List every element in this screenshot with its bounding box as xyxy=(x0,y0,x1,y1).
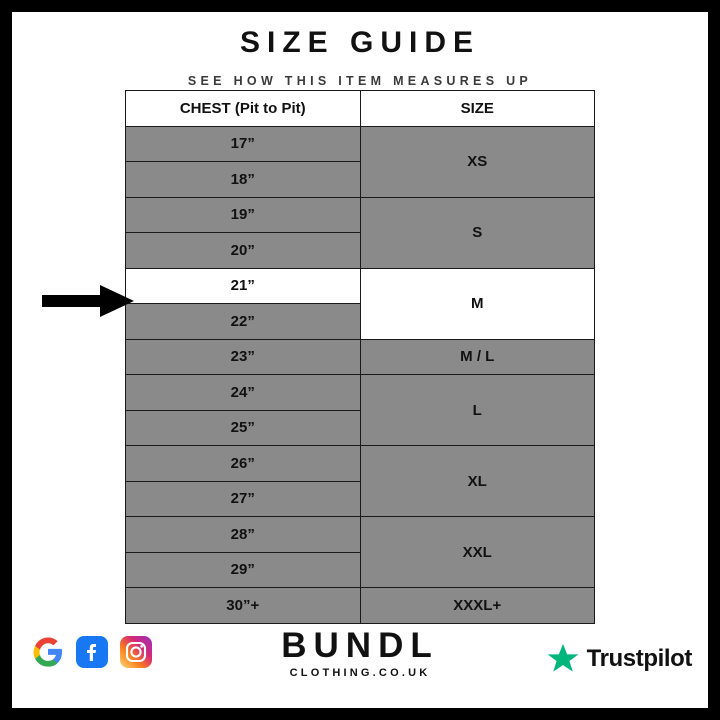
chest-cell: 22” xyxy=(126,304,361,340)
size-table-body xyxy=(126,126,595,623)
chest-cell: 25” xyxy=(126,410,361,446)
size-cell: M xyxy=(360,268,595,339)
trustpilot-label: Trustpilot xyxy=(586,645,692,672)
size-cell: M / L xyxy=(360,339,595,375)
chest-cell: 24” xyxy=(126,375,361,411)
size-guide-card xyxy=(12,12,708,708)
size-cell: XL xyxy=(360,446,595,517)
trustpilot-star-icon xyxy=(546,642,580,676)
chest-cell: 19” xyxy=(126,197,361,233)
size-cell: XXXL+ xyxy=(360,588,595,624)
header-size: SIZE xyxy=(360,91,595,127)
table-row xyxy=(126,126,595,162)
page-subtitle: SEE HOW THIS ITEM MEASURES UP xyxy=(187,74,533,88)
table-row xyxy=(126,446,595,482)
size-cell: S xyxy=(360,197,595,268)
table-row xyxy=(126,375,595,411)
table-row xyxy=(126,588,595,624)
selected-size-pointer-icon xyxy=(42,284,134,318)
table-row xyxy=(126,268,595,304)
chest-cell: 27” xyxy=(126,481,361,517)
chest-cell: 23” xyxy=(126,339,361,375)
table-row xyxy=(126,517,595,553)
table-header-row xyxy=(126,91,595,127)
brand-name: BUNDL xyxy=(281,626,439,665)
brand-url: CLOTHING.CO.UK xyxy=(289,666,431,679)
chest-cell: 26” xyxy=(126,446,361,482)
header-chest: CHEST (Pit to Pit) xyxy=(126,91,361,127)
table-row xyxy=(126,197,595,233)
page-title: SIZE GUIDE xyxy=(239,26,481,59)
size-table xyxy=(125,90,595,624)
chest-cell: 29” xyxy=(126,552,361,588)
chest-cell: 30”+ xyxy=(126,588,361,624)
footer xyxy=(12,628,708,692)
chest-cell: 20” xyxy=(126,233,361,269)
size-cell: XS xyxy=(360,126,595,197)
size-table-wrap xyxy=(125,90,595,624)
chest-cell: 28” xyxy=(126,517,361,553)
size-cell: L xyxy=(360,375,595,446)
chest-cell: 21” xyxy=(126,268,361,304)
table-row xyxy=(126,339,595,375)
trustpilot-badge[interactable] xyxy=(546,642,692,676)
size-cell: XXL xyxy=(360,517,595,588)
chest-cell: 18” xyxy=(126,162,361,198)
chest-cell: 17” xyxy=(126,126,361,162)
